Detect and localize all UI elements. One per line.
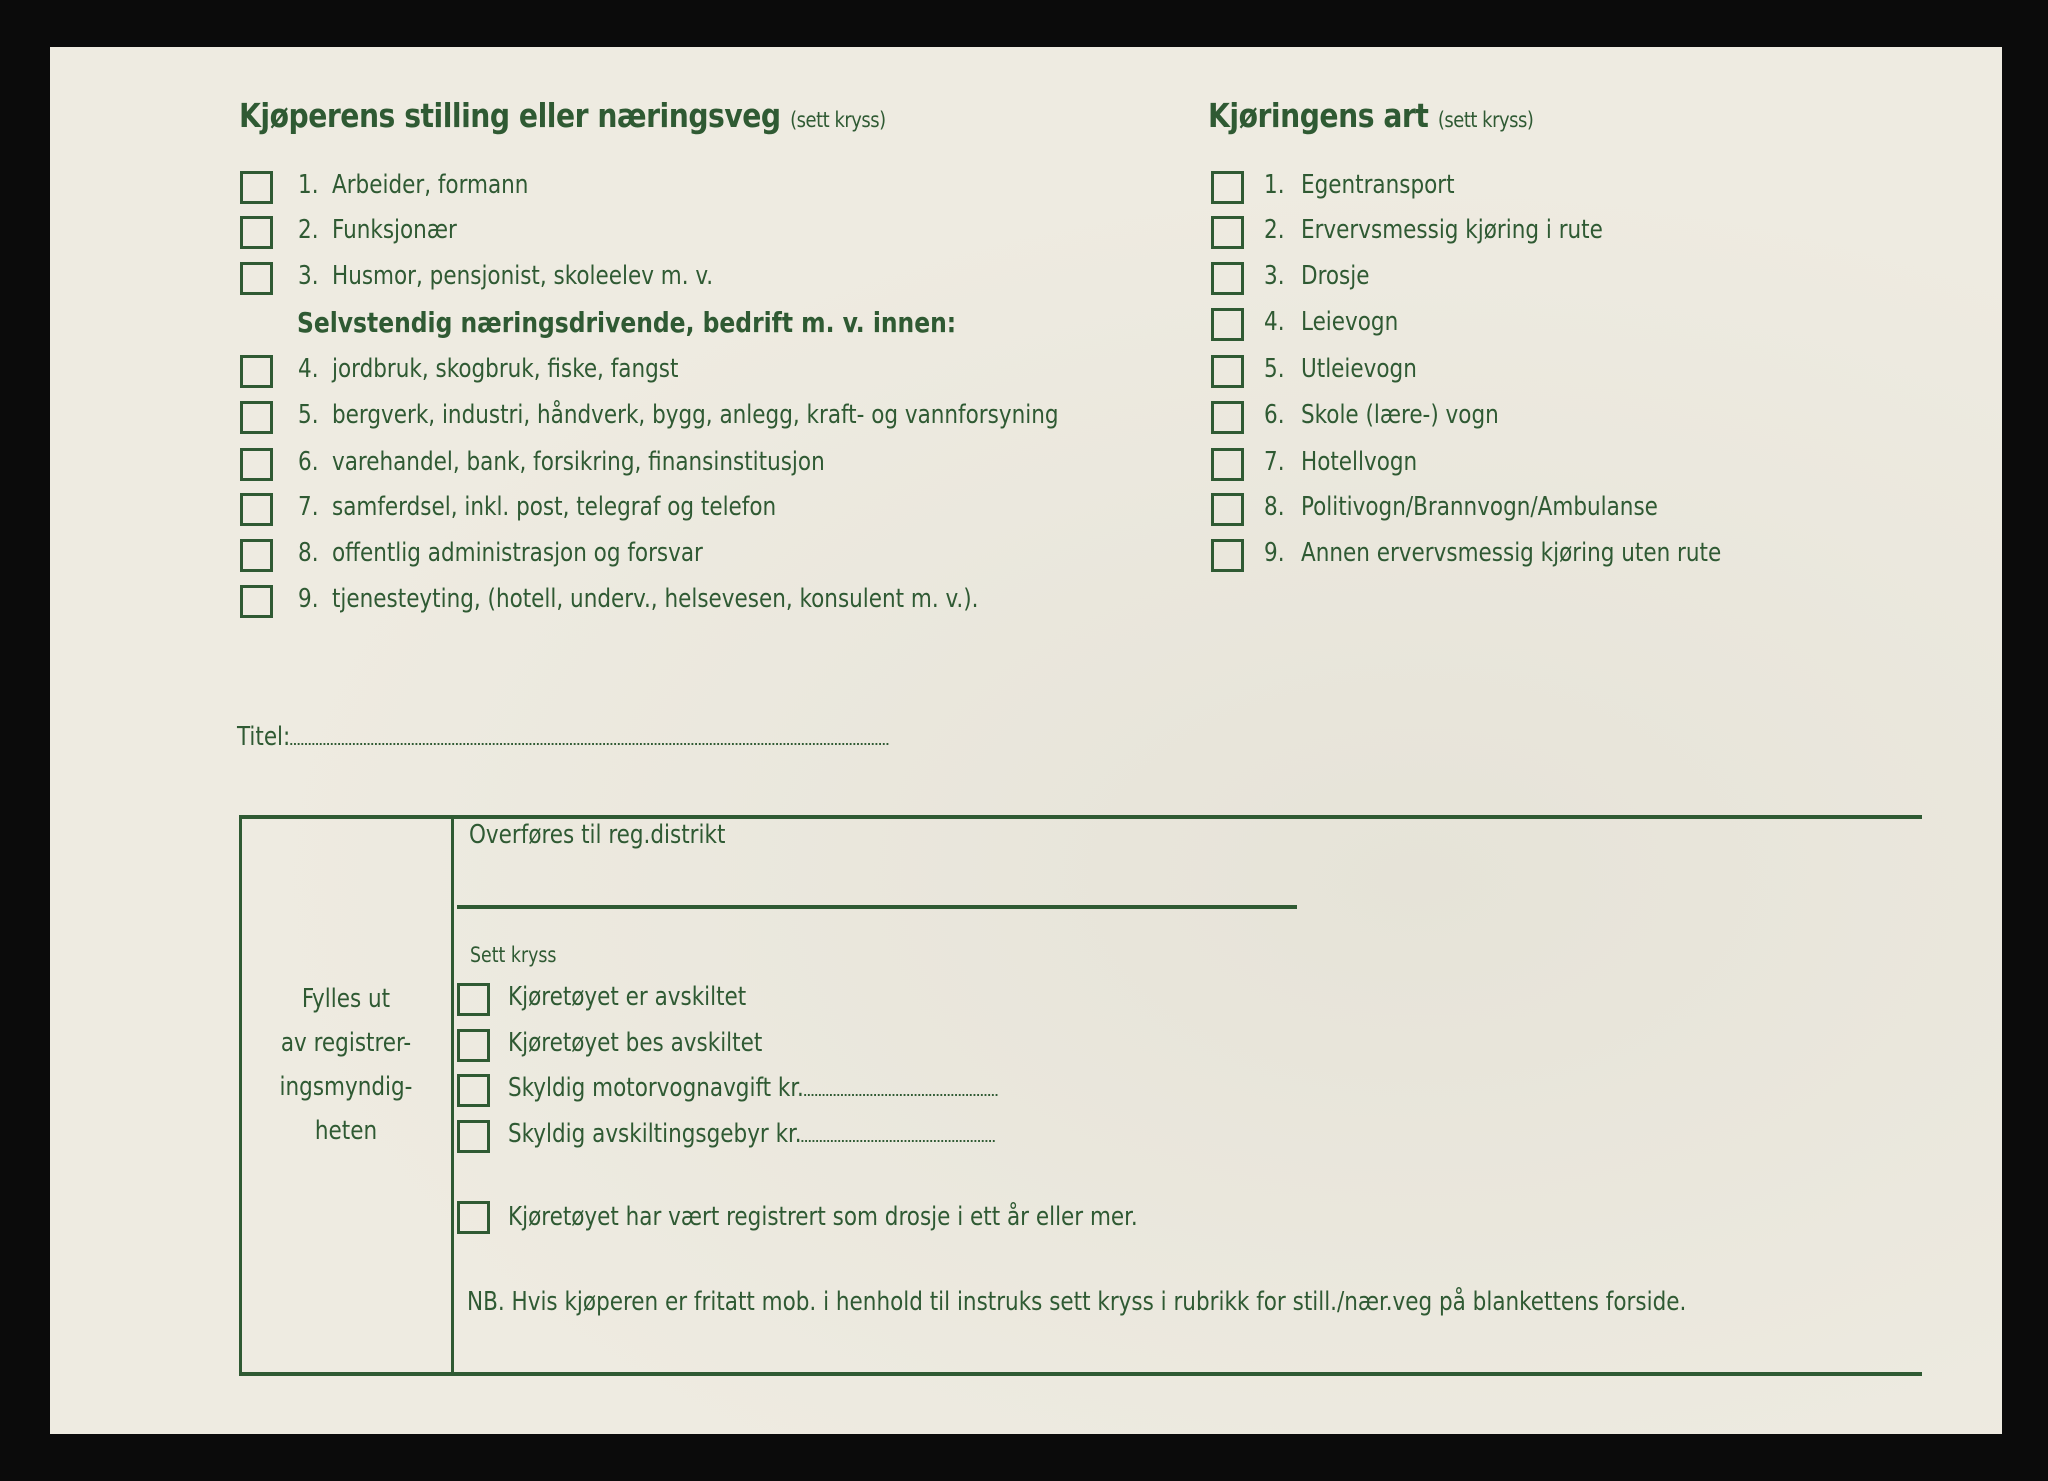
occupation-option-9-number: 9. [298, 584, 319, 614]
occupation-option-4-checkbox[interactable] [240, 355, 273, 388]
transfer-district-label: Overføres til reg.distrikt [469, 820, 726, 850]
occupation-option-3-checkbox[interactable] [240, 262, 273, 295]
taxi-checkbox[interactable] [457, 1201, 490, 1234]
driving-type-option-3-number: 3. [1264, 261, 1285, 291]
registration-check-text: Skyldig avskiltingsgebyr kr. [508, 1119, 802, 1149]
self-employed-subheading: Selvstendig næringsdrivende, bedrift m. v. innen: [297, 306, 957, 339]
driving-type-option-1-label: Egentransport [1301, 170, 1455, 200]
occupation-option-1-label: Arbeider, formann [332, 170, 529, 200]
occupation-option-9-label: tjenesteyting, (hotell, underv., helsevesen, konsulent m. v.). [332, 584, 979, 614]
driving-type-heading: Kjøringens art (sett kryss) [1208, 96, 1534, 135]
driving-type-option-5-checkbox[interactable] [1211, 355, 1244, 388]
occupation-option-3-number: 3. [298, 261, 319, 291]
occupation-option-5-label: bergverk, industri, håndverk, bygg, anlegg, kraft- og vannforsyning [332, 400, 1059, 430]
registration-check-1-checkbox[interactable] [457, 983, 490, 1016]
occupation-option-8-number: 8. [298, 538, 319, 568]
occupation-option-5-checkbox[interactable] [240, 401, 273, 434]
driving-type-option-6-number: 6. [1264, 400, 1285, 430]
driving-type-option-4-label: Leievogn [1301, 307, 1399, 337]
occupation-option-5-number: 5. [298, 400, 319, 430]
occupation-option-7-label: samferdsel, inkl. post, telegraf og telefon [332, 492, 777, 522]
driving-type-option-7-label: Hotellvogn [1301, 447, 1418, 477]
registration-check-2-checkbox[interactable] [457, 1029, 490, 1062]
box-left-rule [239, 815, 242, 1376]
driving-type-option-3-label: Drosje [1301, 261, 1370, 291]
driving-type-option-9-label: Annen ervervsmessig kjøring uten rute [1301, 538, 1722, 568]
occupation-option-2-number: 2. [298, 215, 319, 245]
taxi-check-label: Kjøretøyet har vært registrert som drosje i ett år eller mer. [508, 1202, 1138, 1232]
driving-type-option-5-number: 5. [1264, 354, 1285, 384]
check-heading: Sett kryss [470, 943, 557, 967]
registration-check-3-label [508, 1073, 997, 1103]
occupation-option-6-number: 6. [298, 447, 319, 477]
nb-note: NB. Hvis kjøperen er fritatt mob. i henhold til instruks sett kryss i rubrikk for still./nær.veg på blankettens forside. [467, 1287, 1687, 1317]
driving-type-option-2-label: Ervervsmessig kjøring i rute [1301, 215, 1603, 245]
driving-type-option-3-checkbox[interactable] [1211, 262, 1244, 295]
occupation-option-9-checkbox[interactable] [240, 585, 273, 618]
driving-type-option-6-checkbox[interactable] [1211, 401, 1244, 434]
driving-type-option-4-number: 4. [1264, 307, 1285, 337]
transfer-district-field[interactable] [470, 860, 1290, 900]
occupation-option-1-checkbox[interactable] [240, 171, 273, 204]
driving-type-option-5-label: Utleievogn [1301, 354, 1417, 384]
driving-type-option-2-number: 2. [1264, 215, 1285, 245]
registration-check-text: Kjøretøyet bes avskiltet [508, 1028, 763, 1058]
driving-type-option-1-number: 1. [1264, 170, 1285, 200]
driving-type-option-9-checkbox[interactable] [1211, 539, 1244, 572]
registration-check-1-label [508, 982, 746, 1012]
amount-field[interactable] [802, 1140, 995, 1142]
occupation-option-7-number: 7. [298, 492, 319, 522]
amount-field[interactable] [804, 1094, 997, 1096]
registration-check-2-label [508, 1028, 762, 1058]
driving-type-option-8-label: Politivogn/Brannvogn/Ambulanse [1301, 492, 1658, 522]
registration-check-text: Skyldig motorvognavgift kr. [508, 1073, 804, 1103]
occupation-option-4-label: jordbruk, skogbruk, fiske, fangst [332, 354, 679, 384]
buyer-occupation-heading: Kjøperens stilling eller næringsveg (sett kryss) [239, 96, 886, 135]
occupation-option-8-label: offentlig administrasjon og forsvar [332, 538, 703, 568]
driving-type-option-8-number: 8. [1264, 492, 1285, 522]
driving-type-option-7-checkbox[interactable] [1211, 448, 1244, 481]
registration-check-4-label [508, 1119, 995, 1149]
title-field[interactable]: Titel: [237, 722, 888, 752]
box-bottom-rule [239, 1372, 1922, 1376]
driving-type-option-6-label: Skole (lære-) vogn [1301, 400, 1499, 430]
driving-type-option-2-checkbox[interactable] [1211, 216, 1244, 249]
occupation-option-6-label: varehandel, bank, forsikring, finansinstitusjon [332, 447, 825, 477]
occupation-option-6-checkbox[interactable] [240, 448, 273, 481]
authority-side-label: Fylles ut av registrer- ingsmyndig- heten [279, 984, 413, 1146]
occupation-option-2-label: Funksjonær [332, 215, 457, 245]
driving-type-option-1-checkbox[interactable] [1211, 171, 1244, 204]
driving-type-option-9-number: 9. [1264, 538, 1285, 568]
registration-check-3-checkbox[interactable] [457, 1074, 490, 1107]
occupation-option-3-label: Husmor, pensjonist, skoleelev m. v. [332, 261, 714, 291]
transfer-district-line [457, 905, 1297, 909]
box-top-rule [239, 815, 1922, 819]
occupation-option-4-number: 4. [298, 354, 319, 384]
occupation-option-1-number: 1. [298, 170, 319, 200]
registration-check-4-checkbox[interactable] [457, 1120, 490, 1153]
registration-check-text: Kjøretøyet er avskiltet [508, 982, 747, 1012]
occupation-option-7-checkbox[interactable] [240, 493, 273, 526]
driving-type-option-7-number: 7. [1264, 447, 1285, 477]
occupation-option-8-checkbox[interactable] [240, 539, 273, 572]
driving-type-option-4-checkbox[interactable] [1211, 308, 1244, 341]
occupation-option-2-checkbox[interactable] [240, 216, 273, 249]
driving-type-option-8-checkbox[interactable] [1211, 493, 1244, 526]
box-divider [451, 815, 454, 1376]
